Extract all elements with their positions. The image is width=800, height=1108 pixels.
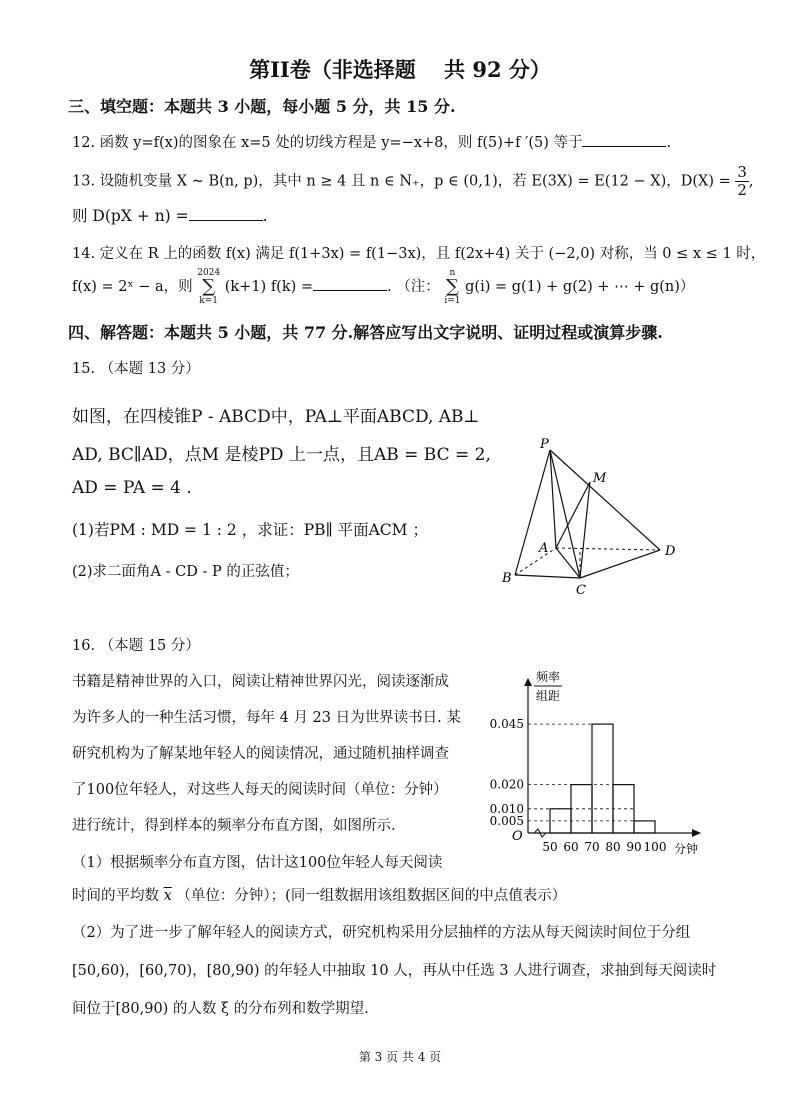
q14-note-sum-symbol: [444, 268, 460, 306]
q14-text: 14. 定义在 R 上的函数 f(x) 满足 f(1+3x) = f(1−3x)，且 f(2x+4) 关于 (−2,0) 对称，当 0 ≤ x ≤ 1 时，: [72, 246, 766, 262]
q13-frac-den: 2: [737, 181, 747, 199]
edge-CD: [580, 550, 660, 578]
edge-AM: [556, 482, 590, 548]
q15-p5: (2)求二面角A - CD - P 的正弦值；: [72, 564, 299, 580]
y-axis-arrow-icon: [524, 678, 532, 686]
y-tick-label: 0.005: [489, 813, 524, 828]
label-M: M: [593, 471, 607, 486]
x-tick-label: 80: [605, 840, 621, 854]
q14-line2-b: (k+1) f(k) =: [224, 279, 314, 295]
q14-note-sum-lower: i=1: [444, 296, 461, 306]
q14-line2-a: f(x) = 2ˣ − a，则: [72, 279, 193, 295]
q12-text: 12. 函数 y=f(x)的图象在 x=5 处的切线方程是 y=−x+8，则 f(5)+f ′(5) 等于: [72, 135, 583, 151]
q15-p1: 如图，在四棱锥P - ABCD中，PA⊥平面ABCD, AB⊥: [72, 407, 480, 427]
edge-AD-hidden: [556, 548, 660, 550]
section-3-heading: 三、填空题：本题共 3 小题，每小题 5 分，共 15 分.: [68, 97, 456, 116]
label-B: B: [502, 571, 512, 586]
q16-p7-b: （单位：分钟）；(同一组数据用该组数据区间的中点值表示）: [176, 888, 567, 904]
q16-p5: 进行统计，得到样本的频率分布直方图，如图所示.: [72, 818, 396, 834]
frequency-histogram: [478, 668, 740, 858]
x-tick-label: 50: [542, 840, 558, 854]
q13-frac-num: 3: [737, 163, 747, 181]
q14-sum-upper: 2024: [197, 268, 221, 278]
page-title: 第II卷（非选择题 共 92 分）: [249, 57, 551, 82]
edge-PB: [515, 450, 550, 575]
q16-p6: （1）根据频率分布直方图，估计这100位年轻人每天阅读: [72, 855, 443, 871]
q15-p2: AD, BC∥AD，点M 是棱PD 上一点，且AB = BC = 2,: [72, 445, 491, 465]
q12: 12. 函数 y=f(x)的图象在 x=5 处的切线方程是 y=−x+8，则 f(5)+f ′(5) 等于 .: [72, 135, 672, 151]
q13-text: 13. 设随机变量 X ~ B(n, p)，其中 n ≥ 4 且 n ∈ N₊，p ∈ (0,1)，若 E(3X) = E(12 − X)，D(X) =: [72, 173, 731, 190]
q14-line2: f(x) = 2ˣ − a，则 2024 ∑ k=1 (k+1) f(k) = . （注： n ∑ i=1 g(i) = g(1) + g(2) + ⋯ + g(n)）: [72, 268, 695, 306]
sigma-icon: ∑: [202, 276, 216, 297]
q16-p1: 书籍是精神世界的入口，阅读让精神世界闪光，阅读逐渐成: [72, 674, 449, 690]
q14-sum-lower: k=1: [199, 296, 219, 306]
histogram-bar: [592, 724, 613, 833]
y-tick-label: 0.010: [489, 801, 524, 816]
q15-p4: (1)若PM : MD = 1 : 2 ，求证：PB∥ 平面ACM ；: [72, 521, 428, 539]
label-C: C: [576, 583, 586, 598]
x-tick-label: 70: [584, 840, 600, 854]
q15-p3: AD = PA = 4 .: [72, 478, 192, 498]
q14-note-sum-upper: n: [449, 268, 456, 278]
chart-origin: O: [512, 829, 523, 844]
q16-p2: 为许多人的一种生活习惯，每年 4 月 23 日为世界读书日. 某: [72, 710, 461, 726]
q14-answer-blank: [313, 290, 387, 291]
q16-p7-a: 时间的平均数: [72, 888, 159, 904]
q14-note-b: g(i) = g(1) + g(2) + ⋯ + g(n)）: [465, 279, 695, 295]
q16-p7: [72, 884, 566, 905]
chart-ylabel-bottom: 组距: [536, 689, 561, 703]
q13-line2-text: 则 D(pX + n) =: [72, 207, 189, 225]
x-tick-label: 60: [563, 840, 579, 854]
x-axis-arrow-icon: [692, 829, 701, 837]
q13: 13. 设随机变量 X ~ B(n, p)，其中 n ≥ 4 且 n ∈ N₊，p ∈ (0,1)，若 E(3X) = E(12 − X)，D(X) = $\frac{3}{2}$ ,: [72, 163, 754, 199]
q16-p8: （2）为了进一步了解年轻人的阅读方式，研究机构采用分层抽样的方法从每天阅读时间位于分组: [72, 925, 691, 941]
label-A: A: [539, 541, 549, 556]
q13-answer-blank: [189, 220, 263, 221]
q16-p4: 了100位年轻人，对这些人每天的阅读时间（单位：分钟）: [72, 782, 448, 798]
x-tick-label: 90: [626, 840, 642, 854]
y-tick-label: 0.045: [489, 717, 524, 732]
label-D: D: [665, 544, 676, 559]
pyramid-figure: [490, 430, 690, 600]
histogram-bar: [634, 821, 655, 833]
q12-answer-blank: [582, 146, 666, 147]
mean-x-symbol: $\overline{x}$: [163, 888, 172, 904]
label-P: P: [540, 437, 549, 452]
section-4-heading: 四、解答题：本题共 5 小题，共 77 分.解答应写出文字说明、证明过程或演算步骤.: [68, 323, 663, 342]
chart-xlabel: 分钟: [674, 842, 699, 856]
q14-note-a: （注：: [396, 279, 440, 295]
q15-label: 15. （本题 13 分）: [72, 361, 200, 377]
q16-p9: [50,60)，[60,70)，[80,90) 的年轻人中抽取 10 人，再从中任选 3 人进行调查，求抽到每天阅读时: [72, 963, 717, 979]
y-tick-label: 0.020: [489, 777, 524, 792]
q14-sum-symbol: [197, 268, 220, 306]
sigma-icon: ∑: [446, 276, 459, 297]
edge-BC: [515, 575, 580, 578]
q14: [72, 242, 765, 263]
q16-p3: 研究机构为了解某地年轻人的阅读情况，通过随机抽样调查: [72, 746, 449, 762]
q13-line2: 则 D(pX + n) = .: [72, 207, 268, 225]
edge-PD: [550, 450, 660, 550]
q16-p10: 间位于[80,90) 的人数 ξ 的分布列和数学期望.: [72, 1001, 369, 1017]
q13-fraction: [735, 164, 749, 199]
chart-ylabel-top: 频率: [536, 670, 561, 684]
x-tick-label: 100: [643, 840, 667, 854]
edge-CM: [580, 482, 590, 578]
q16-label: 16. （本题 15 分）: [72, 638, 200, 654]
page-footer: 第 3 页 共 4 页: [358, 1050, 442, 1064]
